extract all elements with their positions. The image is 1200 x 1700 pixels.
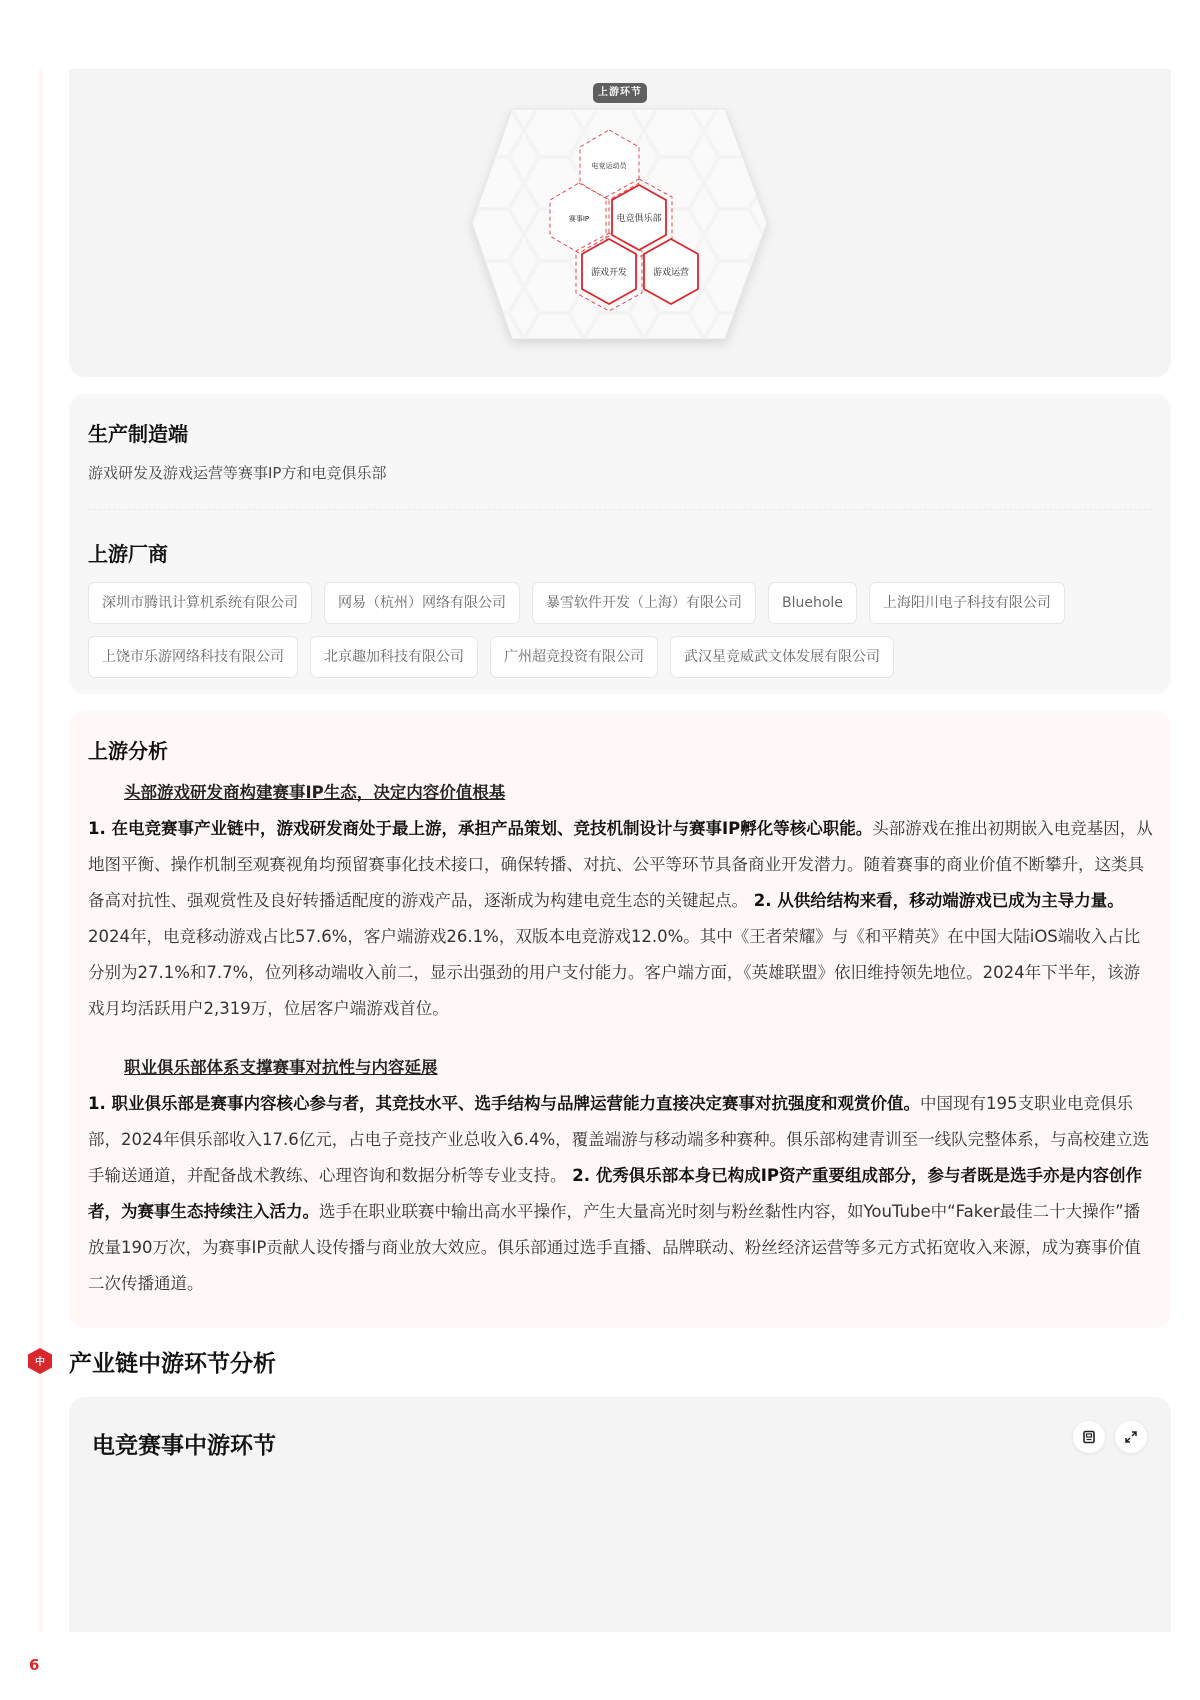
vendor-tag[interactable]: Bluehole	[768, 582, 857, 624]
vendor-tag[interactable]: 暴雪软件开发（上海）有限公司	[532, 582, 756, 624]
vendor-tag[interactable]: 上饶市乐游网络科技有限公司	[88, 636, 298, 678]
vendor-tag[interactable]: 深圳市腾讯计算机系统有限公司	[88, 582, 312, 624]
page-number: 6	[29, 1656, 40, 1674]
vendor-tag[interactable]: 北京趣加科技有限公司	[310, 636, 478, 678]
svg-text:电竞运动员: 电竞运动员	[591, 162, 627, 170]
analysis-title: 上游分析	[88, 739, 168, 763]
hex-game-ops	[644, 239, 698, 304]
upstream-hex-diagram	[464, 105, 784, 355]
hex-game-dev	[582, 239, 636, 304]
analysis-subtitle: 头部游戏研发商构建赛事IP生态，决定内容价值根基	[124, 783, 506, 802]
svg-text:游戏开发: 游戏开发	[590, 268, 628, 278]
vendor-tag[interactable]: 武汉星竞威武文体发展有限公司	[670, 636, 894, 678]
divider	[88, 509, 1152, 510]
expand-button[interactable]	[1115, 1421, 1147, 1453]
hex-club	[612, 185, 666, 250]
analysis-paragraph: 1. 在电竞赛事产业链中，游戏研发商处于最上游，承担产品策划、竞技机制设计与赛事IP孵化等核心职能。头部游戏在推出初期嵌入电竞基因，从地图平衡、操作机制至观赛视角均预留赛事化技术接口，确保转播、对抗、公平等环节具备商业开发潜力。随着赛事的商业价值不断攀升，这类具备高对抗性、强观赏性及良好转播适配度的游戏产品，逐渐成为构建电竞生态的关键起点。 2. 从供给结构来看，移动端游戏已成为主导力量。2024年，电竞移动游戏占比57.6%，客户端游戏26.1%，双版本电竞游戏12.0%。其中《王者荣耀》与《和平精英》在中国大陆iOS端收入占比分别为27.1%和7.7%，位列移动端收入前二，显示出强劲的用户支付能力。客户端方面，《英雄联盟》依旧维持领先地位。2024年下半年，该游戏月均活跃用户2,319万，位居客户端游戏首位。	[88, 819, 1153, 1018]
expand-icon	[1124, 1430, 1138, 1444]
vendor-tag[interactable]: 广州超竞投资有限公司	[490, 636, 658, 678]
document-icon	[1082, 1430, 1096, 1444]
analysis-body	[88, 775, 1154, 1302]
midstream-hex-badge-icon	[27, 1347, 53, 1375]
diagram-badge: 上游环节	[593, 83, 647, 103]
midstream-card-title: 电竞赛事中游环节	[92, 1433, 276, 1459]
analysis-card	[69, 711, 1171, 1328]
vendor-list	[88, 582, 1088, 678]
producer-description: 游戏研发及游戏运营等赛事IP方和电竞俱乐部	[88, 464, 387, 482]
producer-title: 生产制造端	[88, 422, 188, 446]
vendor-tag[interactable]: 网易（杭州）网络有限公司	[324, 582, 520, 624]
midstream-card	[69, 1397, 1171, 1632]
svg-text:游戏运营: 游戏运营	[652, 268, 690, 278]
midstream-section-title: 产业链中游环节分析	[69, 1351, 276, 1377]
analysis-paragraph: 1. 职业俱乐部是赛事内容核心参与者，其竞技水平、选手结构与品牌运营能力直接决定赛事对抗强度和观赏价值。中国现有195支职业电竞俱乐部，2024年俱乐部收入17.6亿元，占电子竞技产业总收入6.4%，覆盖端游与移动端多种赛种。俱乐部构建青训至一线队完整体系，与高校建立选手输送通道，并配备战术教练、心理咨询和数据分析等专业支持。 2. 优秀俱乐部本身已构成IP资产重要组成部分，参与者既是选手亦是内容创作者，为赛事生态持续注入活力。选手在职业联赛中输出高水平操作，产生大量高光时刻与粉丝黏性内容，如YouTube中“Faker最佳二十大操作”播放量190万次，为赛事IP贡献人设传播与商业放大效应。俱乐部通过选手直播、品牌联动、粉丝经济运营等多元方式拓宽收入来源，成为赛事价值二次传播通道。	[88, 1094, 1150, 1293]
producer-card	[69, 394, 1171, 694]
svg-text:赛事IP: 赛事IP	[568, 215, 590, 223]
timeline-line	[39, 69, 43, 1632]
svg-text:中: 中	[35, 1357, 45, 1368]
upstream-diagram-card	[69, 69, 1171, 377]
document-view-button[interactable]	[1073, 1421, 1105, 1453]
svg-text:电竞俱乐部: 电竞俱乐部	[616, 214, 662, 224]
vendor-tag[interactable]: 上海阳川电子科技有限公司	[869, 582, 1065, 624]
vendors-title: 上游厂商	[88, 542, 168, 566]
analysis-subtitle: 职业俱乐部体系支撑赛事对抗性与内容延展	[124, 1058, 438, 1077]
